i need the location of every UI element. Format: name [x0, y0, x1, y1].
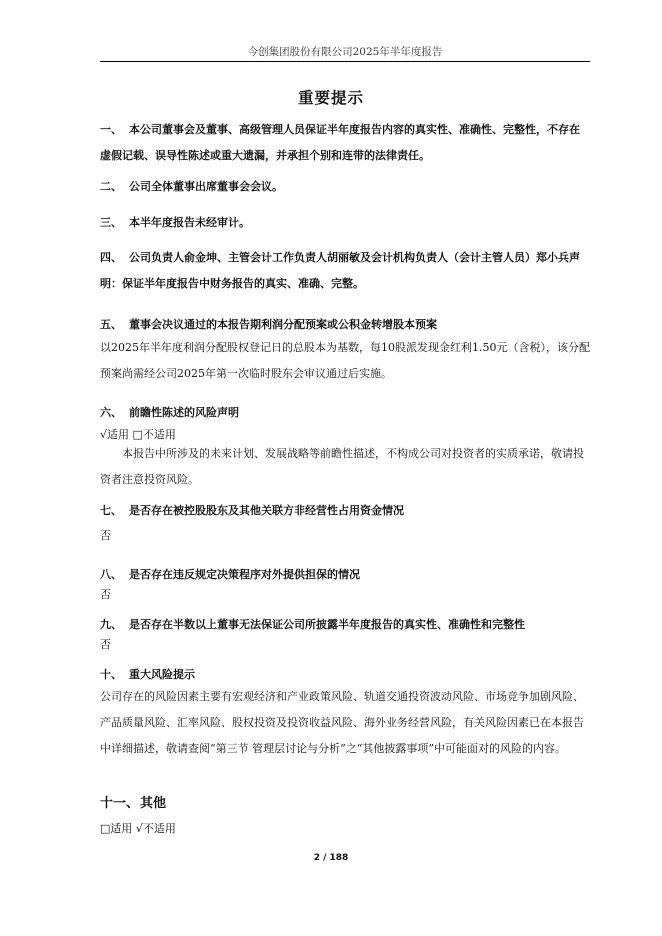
section-heading: 公司全体董事出席董事会会议。 — [129, 180, 283, 193]
section-6-body: 本报告中所涉及的未来计划、发展战略等前瞻性描述，不构成公司对投资者的实质承诺，敬请投资者注意投资风险。 — [100, 447, 584, 486]
section-4 — [100, 245, 590, 297]
page-number: 2 / 188 — [313, 853, 349, 863]
section-number: 六、 — [100, 406, 122, 419]
section-10-body: 公司存在的风险因素主要有宏观经济和产业政策风险、轨道交通投资波动风险、市场竞争加剧风险、产品质量风险、汇率风险、股权投资及投资收益风险、海外业务经营风险，有关风险因素已在本报告中详细描述，敬请查阅“第三节 管理层讨论与分析”之“其他披露事项”中可能面对的风险的内容。 — [100, 690, 584, 755]
section-number: 七、 — [100, 504, 122, 517]
section-7 — [100, 498, 590, 524]
section-number: 一、 — [100, 123, 122, 136]
section-number: 三、 — [100, 216, 122, 229]
applicability-checkbox: □适用 √不适用 — [100, 822, 176, 835]
section-heading: 是否存在违反规定决策程序对外提供担保的情况 — [129, 568, 360, 581]
section-number: 九、 — [100, 618, 122, 631]
header-divider — [100, 61, 590, 62]
section-number: 二、 — [100, 180, 122, 193]
applicability-checkbox: √适用 □不适用 — [100, 428, 176, 441]
section-8-body: 否 — [100, 588, 111, 601]
page-title: 重要提示 — [297, 88, 364, 107]
section-number: 十、 — [100, 668, 122, 681]
section-3 — [100, 210, 590, 236]
section-number: 十一、 — [100, 796, 140, 811]
section-heading: 是否存在半数以上董事无法保证公司所披露半年度报告的真实性、准确性和完整性 — [129, 618, 525, 631]
section-heading: 董事会决议通过的本报告期利润分配预案或公积金转增股本预案 — [129, 318, 437, 331]
section-heading: 公司负责人俞金坤、主管会计工作负责人胡丽敏及会计机构负责人（会计主管人员）郑小兵声明：保证半年度报告中财务报告的真实、准确、完整。 — [100, 251, 580, 290]
section-heading: 是否存在被控股股东及其他关联方非经营性占用资金情况 — [129, 504, 404, 517]
section-heading: 重大风险提示 — [129, 668, 195, 681]
section-heading: 本公司董事会及董事、高级管理人员保证半年度报告内容的真实性、准确性、完整性，不存在虚假记载、误导性陈述或重大遗漏，并承担个别和连带的法律责任。 — [100, 123, 580, 162]
section-heading: 前瞻性陈述的风险声明 — [129, 406, 239, 419]
page-header: 今创集团股份有限公司2025年半年度报告 — [247, 46, 443, 58]
section-number: 五、 — [100, 318, 122, 331]
section-number: 四、 — [100, 251, 122, 264]
section-heading: 本半年度报告未经审计。 — [129, 216, 250, 229]
section-7-body: 否 — [100, 529, 111, 542]
section-number: 八、 — [100, 568, 122, 581]
section-1 — [100, 117, 590, 169]
section-11 — [100, 791, 590, 817]
section-5-body: 以2025年半年度利润分配股权登记日的总股本为基数，每10股派发现金红利1.50元（含税），该分配预案尚需经公司2025年第一次临时股东会审议通过后实施。 — [100, 341, 590, 380]
section-9-body: 否 — [100, 638, 111, 651]
section-2 — [100, 174, 590, 200]
section-heading: 其他 — [140, 796, 167, 811]
